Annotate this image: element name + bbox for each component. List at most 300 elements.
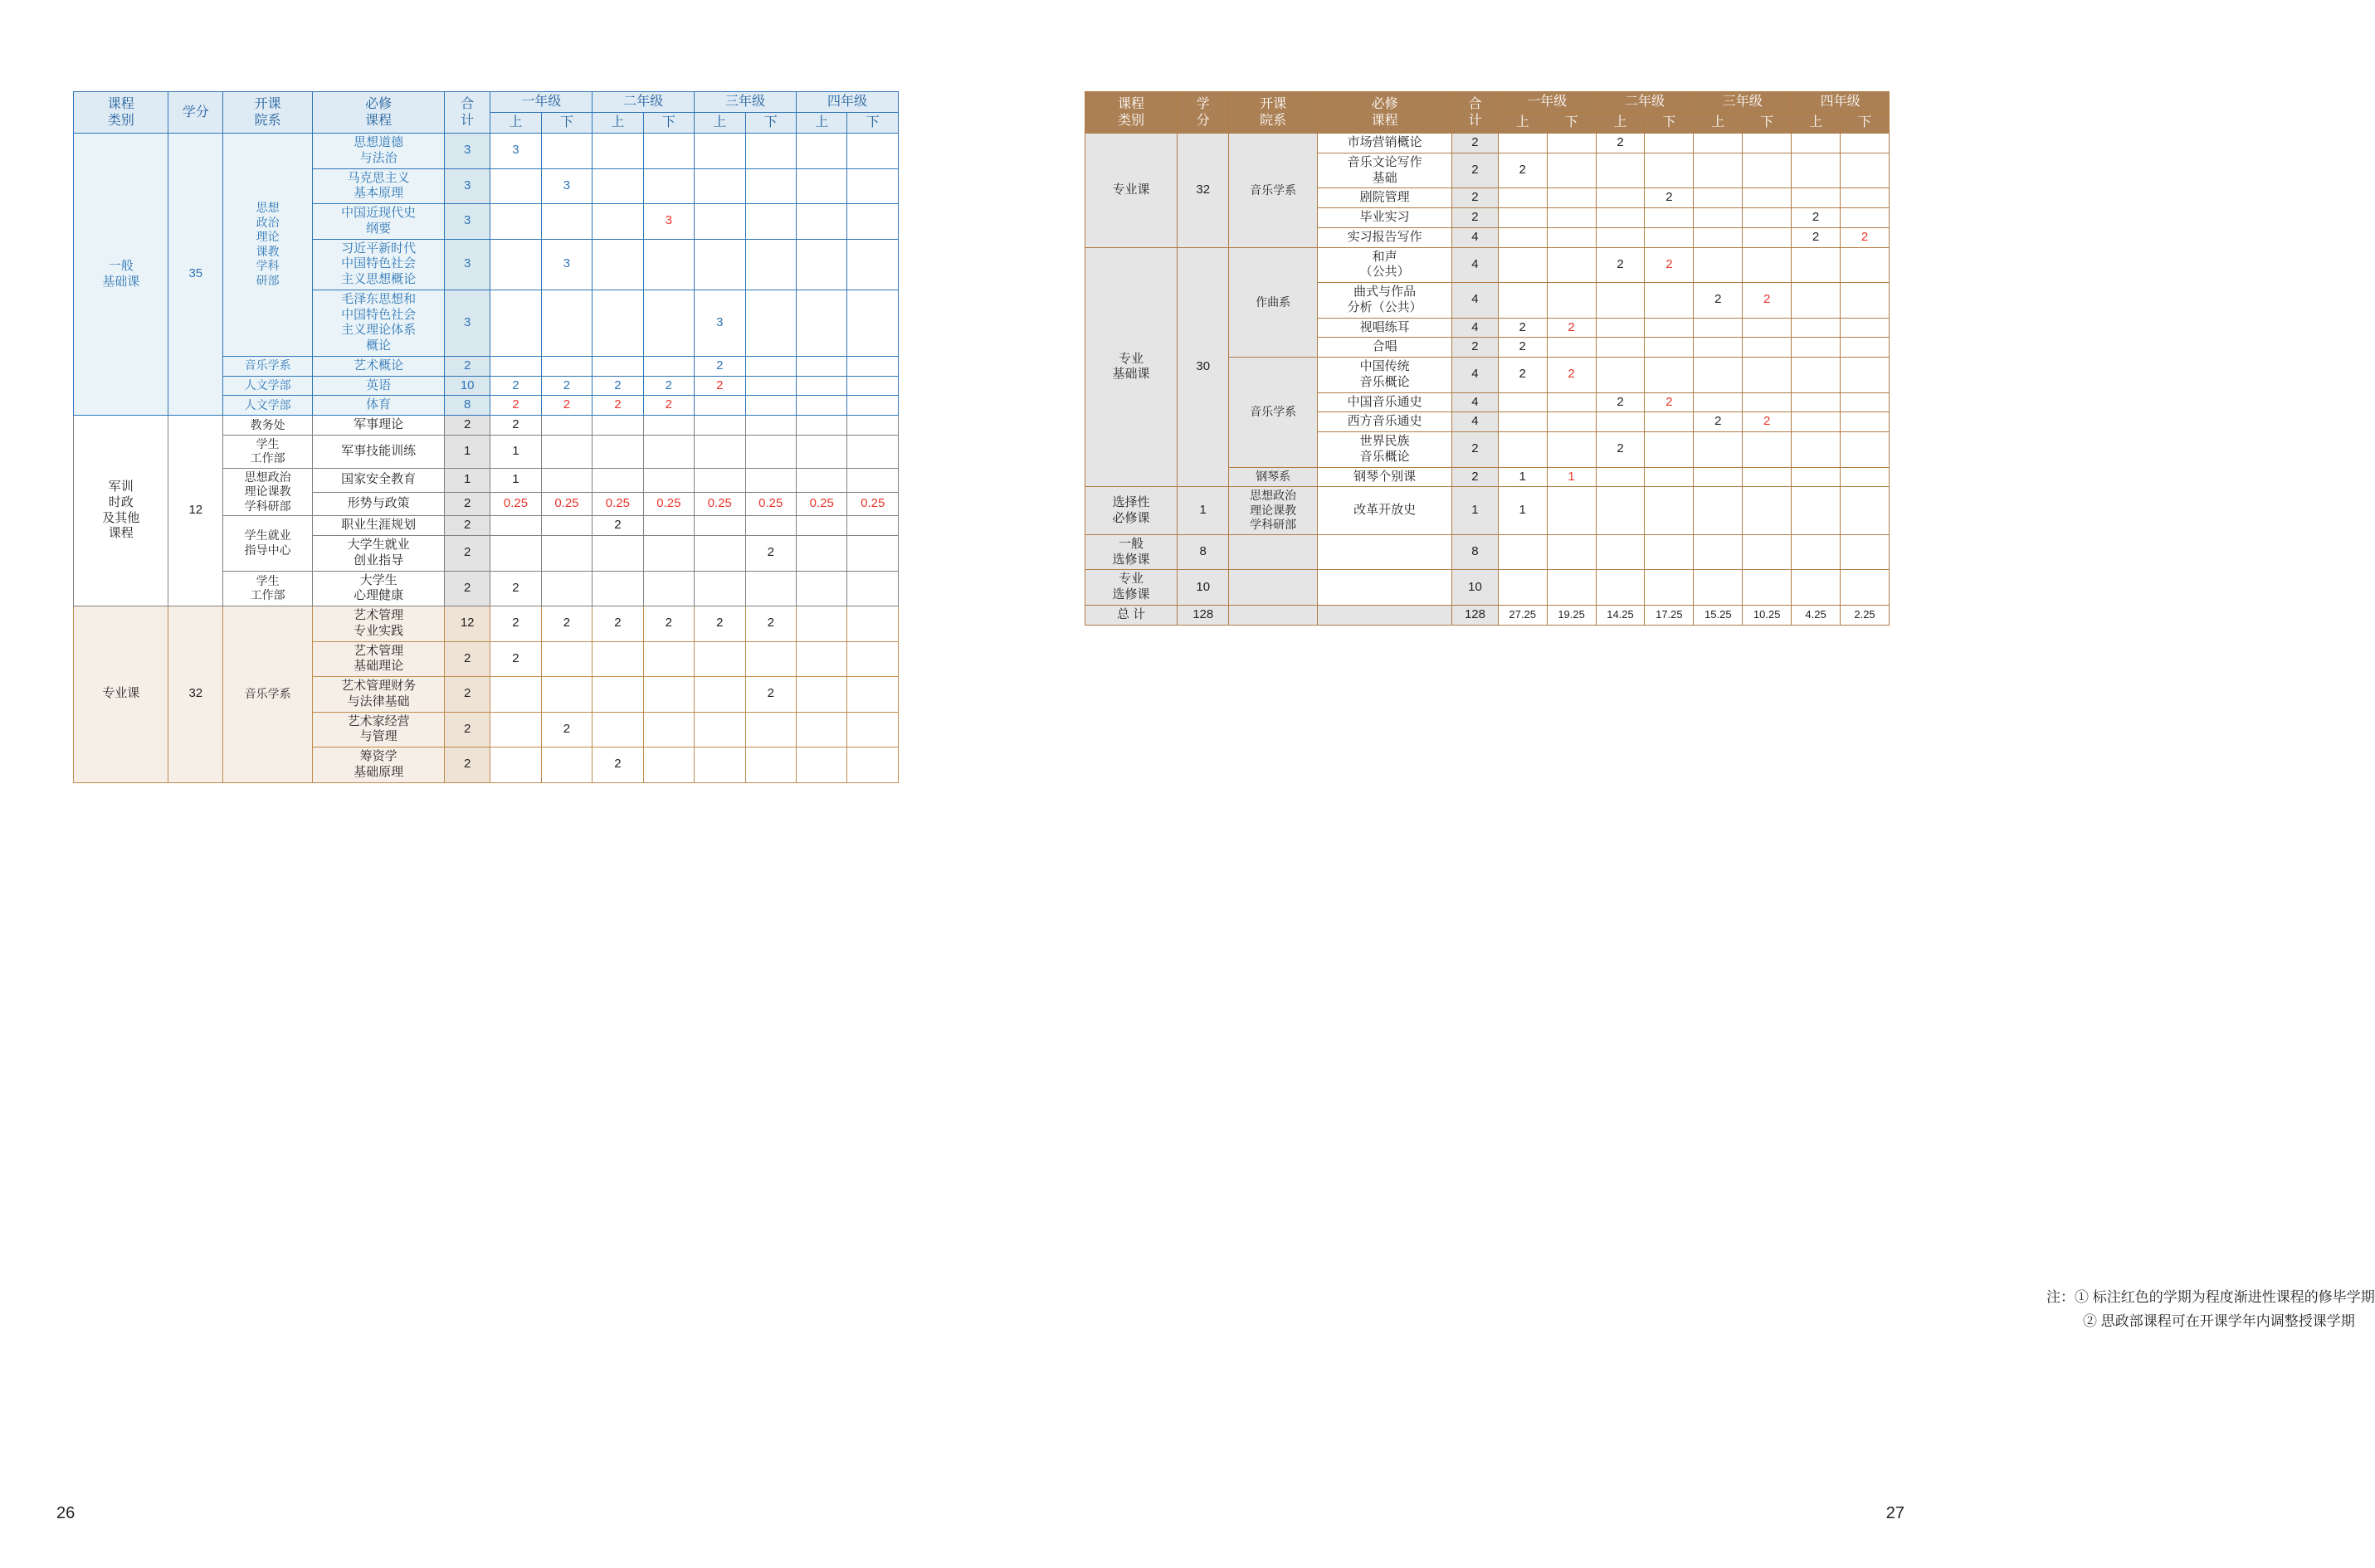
- cell-term-value: [1694, 467, 1743, 487]
- cell-term-value: [643, 290, 694, 356]
- cell-term-value: [1694, 338, 1743, 358]
- cell-term-value: 2: [1694, 412, 1743, 432]
- cell-course: 实习报告写作: [1317, 227, 1451, 247]
- cell-term-value: 2: [490, 606, 541, 642]
- cell-term-value: 2: [593, 516, 643, 536]
- cell-term-value: [695, 516, 745, 536]
- right-curriculum-table: [1085, 91, 1890, 626]
- cell-term-value: [1645, 412, 1694, 432]
- cell-term-value: 2: [745, 606, 796, 642]
- header-credits: 学 分: [1178, 92, 1229, 134]
- cell-term-value: [1841, 412, 1890, 432]
- cell-term-value: [797, 168, 847, 204]
- cell-dept: 音乐学系: [223, 356, 313, 376]
- cell-term-value: [1694, 392, 1743, 412]
- cell-term-value: [541, 134, 592, 169]
- cell-term-value: [593, 239, 643, 290]
- cell-term-value: 2: [1841, 227, 1890, 247]
- cell-term-value: [541, 468, 592, 492]
- cell-term-value: [1547, 338, 1596, 358]
- cell-dept: 音乐学系: [1229, 358, 1318, 468]
- header-term: 上: [1694, 113, 1743, 134]
- cell-term-value: [1792, 338, 1841, 358]
- cell-course: 大学生就业 创业指导: [313, 536, 445, 572]
- cell-term-value: [1841, 534, 1890, 570]
- cell-credits: 12: [168, 416, 223, 606]
- cell-term-value: [1694, 534, 1743, 570]
- cell-term-total: 4.25: [1792, 605, 1841, 625]
- cell-term-value: 2: [1792, 208, 1841, 228]
- cell-term-value: 0.25: [797, 492, 847, 516]
- cell-term-value: [797, 747, 847, 783]
- cell-course: 剧院管理: [1317, 188, 1451, 208]
- cell-course: 习近平新时代 中国特色社会 主义思想概论: [313, 239, 445, 290]
- cell-total: 2: [445, 536, 490, 572]
- cell-total: 2: [445, 492, 490, 516]
- header-term: 上: [490, 113, 541, 134]
- cell-term-value: 2: [541, 376, 592, 396]
- cell-total: 128: [1452, 605, 1499, 625]
- cell-total: 10: [445, 376, 490, 396]
- cell-term-value: [695, 641, 745, 677]
- table-row: [1085, 534, 1890, 570]
- cell-total: 2: [1452, 153, 1499, 188]
- cell-term-value: [1596, 227, 1645, 247]
- cell-total: 2: [1452, 467, 1499, 487]
- cell-term-value: [847, 168, 899, 204]
- cell-term-value: [1792, 432, 1841, 468]
- cell-term-value: [490, 204, 541, 240]
- cell-dept: 教务处: [223, 416, 313, 436]
- cell-term-value: [797, 239, 847, 290]
- cell-term-value: [643, 134, 694, 169]
- cell-term-value: 2: [490, 396, 541, 416]
- cell-term-value: [1645, 153, 1694, 188]
- header-course: 必修 课程: [313, 92, 445, 134]
- note-line-2: ② 思政部课程可在开课学年内调整授课学期: [2083, 1312, 2355, 1329]
- cell-term-value: [695, 204, 745, 240]
- cell-term-value: [541, 641, 592, 677]
- cell-term-value: [745, 239, 796, 290]
- header-credits: 学分: [168, 92, 223, 134]
- cell-dept: 学生 工作部: [223, 571, 313, 606]
- cell-term-value: [695, 239, 745, 290]
- cell-term-value: [1498, 227, 1547, 247]
- cell-term-value: [695, 396, 745, 416]
- cell-term-value: [1547, 247, 1596, 283]
- cell-term-value: [1596, 208, 1645, 228]
- cell-term-value: [695, 571, 745, 606]
- cell-term-value: [847, 204, 899, 240]
- cell-term-value: 2: [695, 356, 745, 376]
- cell-term-value: [1645, 338, 1694, 358]
- cell-term-value: [1841, 358, 1890, 393]
- cell-term-value: [1645, 208, 1694, 228]
- cell-term-value: [847, 641, 899, 677]
- cell-term-value: [490, 239, 541, 290]
- cell-category: 一般 选修课: [1085, 534, 1178, 570]
- cell-term-value: [1743, 432, 1792, 468]
- cell-credits: 32: [1178, 134, 1229, 248]
- left-table-header: [74, 92, 899, 134]
- cell-term-value: [1841, 208, 1890, 228]
- header-year-4: 四年级: [1792, 92, 1890, 113]
- cell-term-total: 2.25: [1841, 605, 1890, 625]
- cell-term-value: [1841, 283, 1890, 319]
- header-year-2: 二年级: [1596, 92, 1694, 113]
- cell-term-value: [1694, 188, 1743, 208]
- cell-term-value: [1498, 188, 1547, 208]
- cell-term-value: 2: [1596, 392, 1645, 412]
- cell-term-value: [541, 747, 592, 783]
- cell-course: 艺术管理 专业实践: [313, 606, 445, 642]
- cell-term-value: [1743, 487, 1792, 535]
- cell-term-value: 3: [695, 290, 745, 356]
- cell-term-value: [1645, 570, 1694, 606]
- cell-term-value: [745, 376, 796, 396]
- cell-term-value: 2: [593, 606, 643, 642]
- cell-term-value: [1547, 534, 1596, 570]
- cell-term-value: [847, 290, 899, 356]
- cell-term-value: [593, 677, 643, 713]
- cell-term-value: [847, 571, 899, 606]
- cell-term-value: 2: [695, 376, 745, 396]
- cell-term-value: [1841, 570, 1890, 606]
- cell-term-value: 3: [541, 239, 592, 290]
- cell-total: 2: [1452, 134, 1499, 153]
- cell-course: 改革开放史: [1317, 487, 1451, 535]
- header-term: 下: [1547, 113, 1596, 134]
- cell-term-value: [1694, 358, 1743, 393]
- header-total: 合 计: [445, 92, 490, 134]
- cell-term-value: [695, 468, 745, 492]
- cell-term-value: 1: [490, 435, 541, 468]
- cell-term-value: [1792, 134, 1841, 153]
- cell-term-value: [1743, 467, 1792, 487]
- cell-term-value: [1645, 134, 1694, 153]
- cell-course: [1317, 605, 1451, 625]
- cell-dept: 思想 政治 理论 课教 学科 研部: [223, 134, 313, 357]
- cell-term-value: [1792, 570, 1841, 606]
- cell-category: 专业课: [1085, 134, 1178, 248]
- cell-term-value: 2: [1743, 283, 1792, 319]
- cell-term-value: [643, 468, 694, 492]
- cell-course: 和声 （公共）: [1317, 247, 1451, 283]
- cell-total: 10: [1452, 570, 1499, 606]
- cell-term-value: [1498, 534, 1547, 570]
- cell-dept: 思想政治 理论课教 学科研部: [223, 468, 313, 516]
- cell-term-value: [1694, 487, 1743, 535]
- cell-term-value: [1792, 283, 1841, 319]
- cell-term-value: 2: [1596, 247, 1645, 283]
- cell-course: 艺术管理财务 与法律基础: [313, 677, 445, 713]
- cell-term-value: [1645, 432, 1694, 468]
- cell-term-value: [1596, 412, 1645, 432]
- cell-term-value: [1645, 487, 1694, 535]
- cell-term-value: 0.25: [490, 492, 541, 516]
- cell-term-total: 27.25: [1498, 605, 1547, 625]
- cell-term-value: [1841, 247, 1890, 283]
- cell-total: 3: [445, 134, 490, 169]
- cell-total: 2: [1452, 432, 1499, 468]
- cell-term-value: [1841, 338, 1890, 358]
- cell-term-value: [593, 356, 643, 376]
- cell-term-value: [745, 356, 796, 376]
- cell-dept: 音乐学系: [1229, 134, 1318, 248]
- cell-total: 8: [1452, 534, 1499, 570]
- cell-term-value: [643, 356, 694, 376]
- cell-term-total: 10.25: [1743, 605, 1792, 625]
- cell-term-value: [745, 641, 796, 677]
- cell-term-value: [797, 536, 847, 572]
- cell-dept: 音乐学系: [223, 606, 313, 783]
- cell-term-value: [1498, 247, 1547, 283]
- cell-term-value: [490, 516, 541, 536]
- cell-total: 2: [1452, 208, 1499, 228]
- cell-total: 4: [1452, 358, 1499, 393]
- cell-term-value: [797, 134, 847, 169]
- header-term: 上: [593, 113, 643, 134]
- cell-term-value: 1: [1547, 467, 1596, 487]
- cell-term-value: 0.25: [695, 492, 745, 516]
- cell-term-value: 2: [1596, 432, 1645, 468]
- cell-total: 2: [445, 516, 490, 536]
- header-term: 下: [1841, 113, 1890, 134]
- cell-term-value: [1547, 392, 1596, 412]
- cell-total: 8: [445, 396, 490, 416]
- cell-term-value: [847, 606, 899, 642]
- table-row: [1085, 570, 1890, 606]
- cell-term-value: [1498, 412, 1547, 432]
- cell-term-value: [1792, 534, 1841, 570]
- cell-category: 军训 时政 及其他 课程: [74, 416, 168, 606]
- cell-total: 1: [445, 435, 490, 468]
- header-dept: 开课 院系: [1229, 92, 1318, 134]
- header-term: 上: [1498, 113, 1547, 134]
- cell-course: 职业生涯规划: [313, 516, 445, 536]
- cell-term-value: [745, 747, 796, 783]
- cell-term-value: [1743, 227, 1792, 247]
- cell-term-total: 14.25: [1596, 605, 1645, 625]
- cell-term-value: [797, 468, 847, 492]
- cell-term-value: [1547, 412, 1596, 432]
- cell-term-value: [490, 356, 541, 376]
- header-total: 合 计: [1452, 92, 1499, 134]
- cell-credits: 35: [168, 134, 223, 416]
- cell-term-value: [1743, 338, 1792, 358]
- header-year-1: 一年级: [490, 92, 593, 113]
- cell-term-value: [695, 134, 745, 169]
- cell-term-value: [593, 571, 643, 606]
- cell-term-value: [1694, 570, 1743, 606]
- cell-credits: 8: [1178, 534, 1229, 570]
- cell-term-value: [1596, 338, 1645, 358]
- cell-term-value: [1792, 358, 1841, 393]
- cell-term-value: [1841, 318, 1890, 338]
- cell-term-value: 2: [745, 677, 796, 713]
- cell-term-value: [1743, 134, 1792, 153]
- cell-term-value: [593, 641, 643, 677]
- header-year-4: 四年级: [797, 92, 899, 113]
- cell-total: 2: [445, 416, 490, 436]
- header-category: 课程 类别: [1085, 92, 1178, 134]
- cell-course: 艺术管理 基础理论: [313, 641, 445, 677]
- cell-term-value: [1841, 392, 1890, 412]
- cell-term-value: [593, 536, 643, 572]
- cell-term-value: [1694, 432, 1743, 468]
- cell-term-value: [745, 396, 796, 416]
- cell-dept: [1229, 605, 1318, 625]
- cell-term-value: [745, 416, 796, 436]
- cell-term-value: [797, 356, 847, 376]
- cell-term-value: 2: [643, 606, 694, 642]
- left-curriculum-table: [73, 91, 899, 783]
- cell-term-value: [1498, 432, 1547, 468]
- cell-term-value: [1792, 318, 1841, 338]
- cell-term-value: [1596, 358, 1645, 393]
- cell-term-value: [847, 416, 899, 436]
- cell-total: 4: [1452, 247, 1499, 283]
- cell-course: 视唱练耳: [1317, 318, 1451, 338]
- cell-category: 专业 选修课: [1085, 570, 1178, 606]
- cell-term-value: 2: [1498, 358, 1547, 393]
- cell-total: 2: [445, 712, 490, 747]
- cell-term-value: [797, 677, 847, 713]
- table-row: [1085, 247, 1890, 283]
- cell-course: [1317, 570, 1451, 606]
- cell-term-value: [1498, 283, 1547, 319]
- cell-term-value: [1743, 208, 1792, 228]
- cell-credits: 1: [1178, 487, 1229, 535]
- cell-term-value: 2: [745, 536, 796, 572]
- cell-term-value: [1645, 318, 1694, 338]
- cell-term-value: 2: [490, 376, 541, 396]
- cell-term-value: 2: [1547, 318, 1596, 338]
- cell-term-value: [1596, 570, 1645, 606]
- cell-term-value: [847, 468, 899, 492]
- cell-total: 1: [1452, 487, 1499, 535]
- cell-term-value: [1645, 227, 1694, 247]
- page-number-left: 26: [56, 1504, 76, 1522]
- cell-term-value: [847, 712, 899, 747]
- cell-dept: 思想政治 理论课教 学科研部: [1229, 487, 1318, 535]
- cell-total: 3: [445, 204, 490, 240]
- cell-term-value: [541, 290, 592, 356]
- cell-term-value: [1743, 247, 1792, 283]
- cell-term-value: [1841, 487, 1890, 535]
- cell-total: 4: [1452, 227, 1499, 247]
- cell-term-total: 17.25: [1645, 605, 1694, 625]
- cell-total: 2: [445, 356, 490, 376]
- cell-term-value: [490, 536, 541, 572]
- cell-term-value: [847, 396, 899, 416]
- cell-course: 筹资学 基础原理: [313, 747, 445, 783]
- cell-term-value: [797, 571, 847, 606]
- cell-course: 中国近现代史 纲要: [313, 204, 445, 240]
- cell-term-value: [1694, 227, 1743, 247]
- cell-term-value: [1792, 467, 1841, 487]
- cell-term-value: [745, 290, 796, 356]
- cell-term-value: [643, 516, 694, 536]
- cell-term-value: [695, 416, 745, 436]
- cell-term-value: [1596, 534, 1645, 570]
- cell-term-value: [847, 677, 899, 713]
- cell-course: 思想道德 与法治: [313, 134, 445, 169]
- cell-course: 军事技能训练: [313, 435, 445, 468]
- cell-dept: 人文学部: [223, 396, 313, 416]
- cell-total: 2: [445, 571, 490, 606]
- cell-term-value: 0.25: [643, 492, 694, 516]
- cell-total: 3: [445, 239, 490, 290]
- cell-course: 毕业实习: [1317, 208, 1451, 228]
- cell-term-value: [1596, 283, 1645, 319]
- cell-course: 形势与政策: [313, 492, 445, 516]
- cell-term-value: 2: [1694, 283, 1743, 319]
- cell-dept: 人文学部: [223, 376, 313, 396]
- header-year-3: 三年级: [695, 92, 797, 113]
- cell-term-value: [1841, 134, 1890, 153]
- cell-dept: [1229, 570, 1318, 606]
- cell-term-value: [643, 416, 694, 436]
- cell-term-value: 2: [1645, 392, 1694, 412]
- cell-term-value: 2: [541, 606, 592, 642]
- cell-term-value: [643, 536, 694, 572]
- cell-term-value: 3: [541, 168, 592, 204]
- cell-course: 西方音乐通史: [1317, 412, 1451, 432]
- cell-term-value: [490, 677, 541, 713]
- cell-term-value: [847, 239, 899, 290]
- cell-term-value: [847, 134, 899, 169]
- cell-total-label: 总 计: [1085, 605, 1178, 625]
- cell-term-value: 2: [593, 396, 643, 416]
- cell-term-value: 2: [593, 376, 643, 396]
- cell-term-value: [1645, 283, 1694, 319]
- header-term: 下: [1743, 113, 1792, 134]
- cell-term-value: 2: [541, 396, 592, 416]
- cell-term-value: [643, 168, 694, 204]
- cell-term-value: [847, 747, 899, 783]
- cell-term-value: [745, 435, 796, 468]
- page-number-right: 27: [1885, 1504, 1904, 1522]
- cell-category: 专业 基础课: [1085, 247, 1178, 487]
- cell-term-value: [1743, 570, 1792, 606]
- cell-term-value: 2: [1547, 358, 1596, 393]
- cell-term-value: [745, 516, 796, 536]
- cell-course: 军事理论: [313, 416, 445, 436]
- cell-term-value: 2: [593, 747, 643, 783]
- left-page: [0, 0, 980, 1568]
- cell-credits: 32: [168, 606, 223, 783]
- cell-term-value: [593, 134, 643, 169]
- cell-term-value: [1743, 318, 1792, 338]
- header-term: 下: [1645, 113, 1694, 134]
- header-year-1: 一年级: [1498, 92, 1596, 113]
- cell-credits: 10: [1178, 570, 1229, 606]
- cell-term-value: 1: [1498, 487, 1547, 535]
- cell-term-value: [1792, 487, 1841, 535]
- table-notes: [2046, 1286, 2375, 1334]
- cell-course: 马克思主义 基本原理: [313, 168, 445, 204]
- cell-term-value: [1792, 153, 1841, 188]
- cell-course: 音乐文论写作 基础: [1317, 153, 1451, 188]
- cell-category: 一般 基础课: [74, 134, 168, 416]
- cell-total: 4: [1452, 318, 1499, 338]
- cell-term-value: 1: [1498, 467, 1547, 487]
- cell-term-value: 0.25: [847, 492, 899, 516]
- cell-term-value: [1596, 467, 1645, 487]
- table-row: [74, 416, 899, 436]
- cell-term-value: [643, 641, 694, 677]
